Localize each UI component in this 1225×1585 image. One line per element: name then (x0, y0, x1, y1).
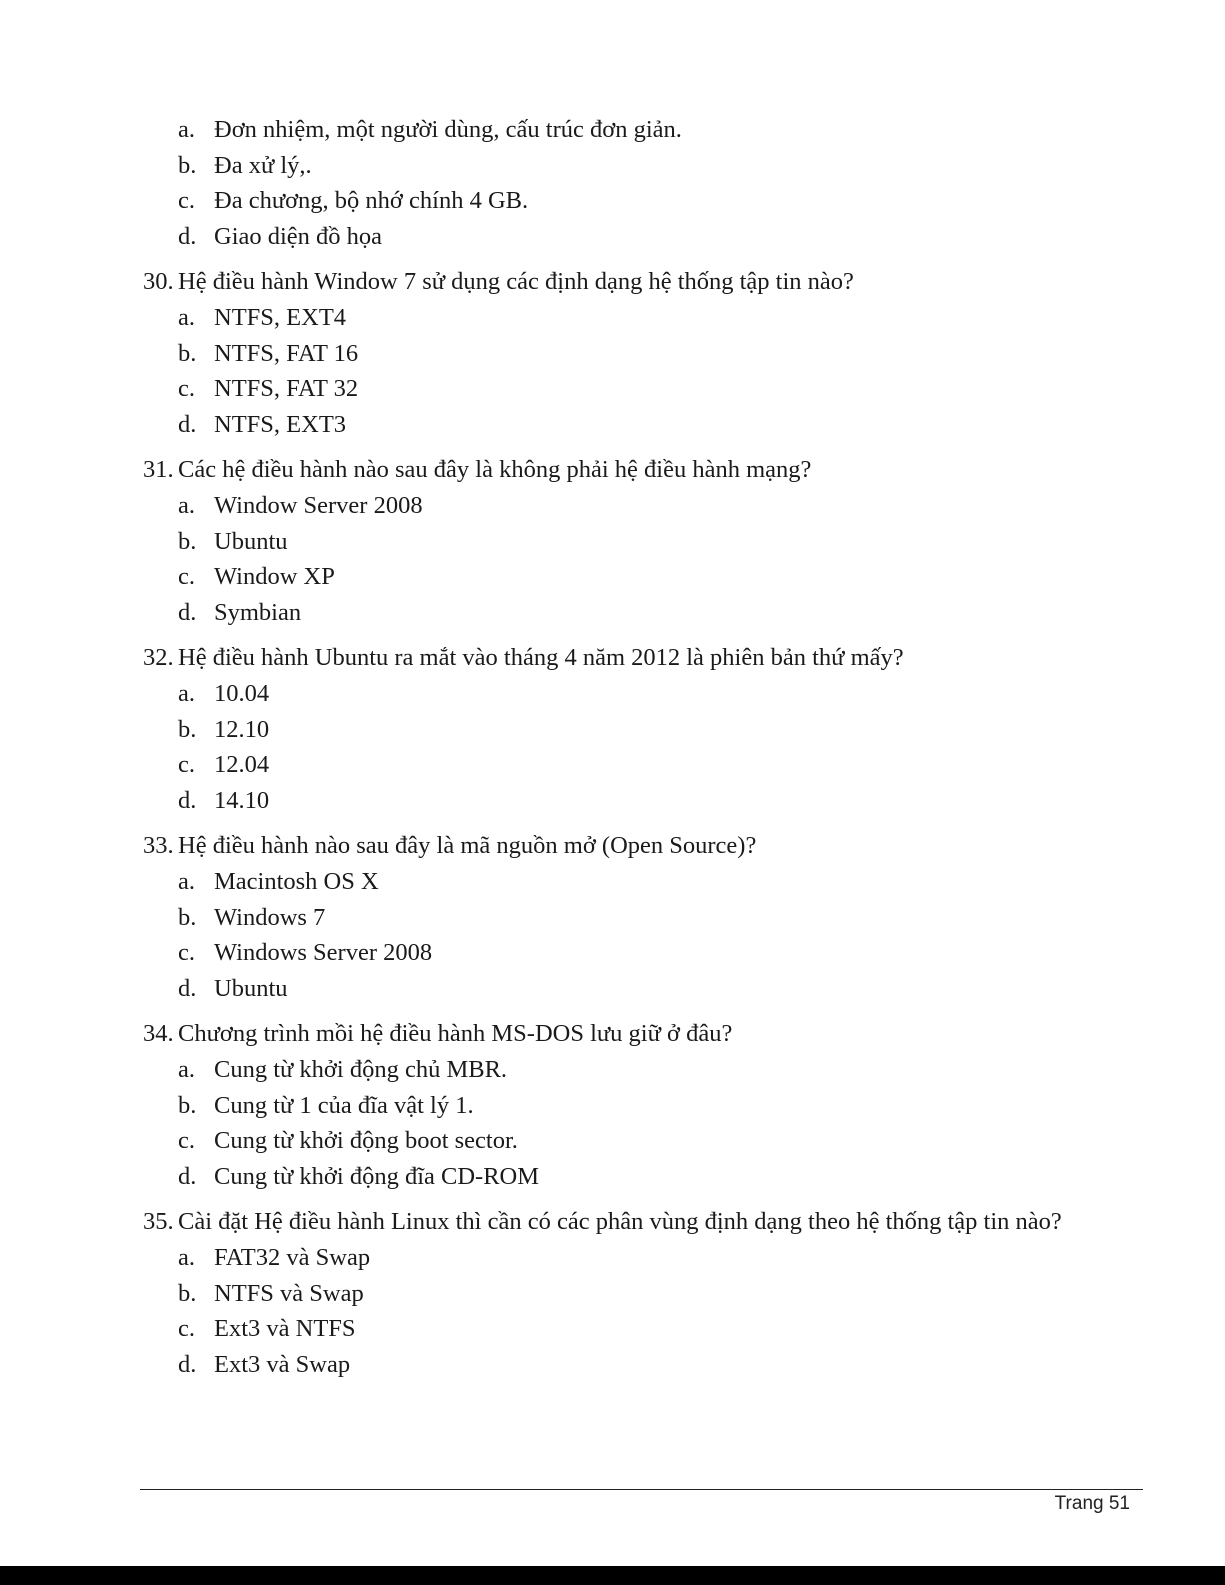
option-text: Đa chương, bộ nhớ chính 4 GB. (214, 187, 529, 214)
option-letter: c. (178, 563, 195, 590)
option-row (0, 1311, 1225, 1347)
option-row (0, 595, 1225, 631)
option-row (0, 407, 1225, 443)
option-letter: a. (178, 680, 195, 707)
option-text: Đa xử lý,. (214, 151, 312, 179)
question-number: 31. (143, 456, 174, 483)
option-text: FAT32 và Swap (214, 1244, 371, 1271)
option-text: Cung từ khởi động boot sector. (214, 1127, 518, 1154)
question-text: Hệ điều hành Ubuntu ra mắt vào tháng 4 năm 2012 là phiên bản thứ mấy? (178, 644, 904, 671)
option-letter: d. (178, 974, 197, 1002)
option-letter: c. (178, 751, 195, 778)
option-letter: a. (178, 868, 195, 895)
question-block-31 (0, 452, 1225, 630)
option-letter: c. (178, 939, 195, 966)
option-row (0, 747, 1225, 783)
option-text: Ext3 và NTFS (214, 1315, 356, 1342)
option-text: Cung từ khởi động chủ MBR. (214, 1056, 508, 1083)
option-row (0, 935, 1225, 971)
option-text: Macintosh OS X (214, 868, 379, 895)
option-text: 12.04 (214, 751, 270, 778)
option-letter: c. (178, 187, 195, 214)
option-text: Windows 7 (214, 903, 326, 931)
option-text: Windows Server 2008 (214, 939, 433, 966)
option-text: Window Server 2008 (214, 492, 423, 519)
question-row (0, 640, 1225, 676)
option-letter: a. (178, 304, 195, 331)
option-text: 12.10 (214, 715, 270, 743)
question-row (0, 452, 1225, 488)
option-row (0, 183, 1225, 219)
option-row (0, 783, 1225, 819)
option-text: Symbian (214, 598, 302, 626)
option-row (0, 971, 1225, 1007)
option-row (0, 1276, 1225, 1312)
option-letter: d. (178, 222, 197, 250)
option-text: Ext3 và Swap (214, 1350, 351, 1378)
option-row (0, 488, 1225, 524)
question-text: Hệ điều hành nào sau đây là mã nguồn mở (Open Source)? (178, 832, 757, 859)
footer-divider (140, 1489, 1143, 1490)
option-text: NTFS, FAT 32 (214, 375, 359, 402)
option-letter: a. (178, 116, 195, 143)
option-row (0, 524, 1225, 560)
option-text: 10.04 (214, 680, 270, 707)
option-row (0, 1159, 1225, 1195)
option-letter: c. (178, 1315, 195, 1342)
option-letter: b. (178, 1091, 197, 1119)
option-text: Ubuntu (214, 974, 288, 1002)
option-letter: a. (178, 492, 195, 519)
option-row (0, 676, 1225, 712)
question-text: Cài đặt Hệ điều hành Linux thì cần có các phân vùng định dạng theo hệ thống tập tin nào? (178, 1208, 1062, 1235)
option-row (0, 300, 1225, 336)
option-letter: d. (178, 598, 197, 626)
option-text: NTFS, FAT 16 (214, 339, 359, 367)
question-number: 30. (143, 268, 174, 295)
question-block-30 (0, 264, 1225, 442)
carryover-options (0, 112, 1225, 254)
question-number: 33. (143, 832, 174, 859)
option-row (0, 864, 1225, 900)
question-text: Các hệ điều hành nào sau đây là không phải hệ điều hành mạng? (178, 456, 812, 483)
option-text: NTFS, EXT3 (214, 410, 347, 438)
option-text: Cung từ khởi động đĩa CD-ROM (214, 1162, 540, 1190)
bottom-edge-bar (0, 1566, 1225, 1585)
option-text: Window XP (214, 563, 335, 590)
question-number: 35. (143, 1208, 174, 1235)
question-list (0, 112, 1225, 1382)
question-row (0, 1204, 1225, 1240)
option-row (0, 1347, 1225, 1383)
option-letter: a. (178, 1056, 195, 1083)
question-number: 34. (143, 1020, 174, 1047)
option-letter: a. (178, 1244, 195, 1271)
option-row (0, 1123, 1225, 1159)
option-text: 14.10 (214, 786, 270, 814)
question-block-32 (0, 640, 1225, 818)
option-row (0, 1052, 1225, 1088)
option-text: Giao diện đồ họa (214, 222, 383, 250)
option-text: NTFS và Swap (214, 1279, 364, 1307)
option-text: Đơn nhiệm, một người dùng, cấu trúc đơn giản. (214, 116, 682, 143)
option-letter: b. (178, 339, 197, 367)
option-letter: c. (178, 375, 195, 402)
option-letter: c. (178, 1127, 195, 1154)
question-number: 32. (143, 644, 174, 671)
question-row (0, 828, 1225, 864)
option-letter: b. (178, 151, 197, 179)
option-row (0, 219, 1225, 255)
option-letter: d. (178, 410, 197, 438)
option-letter: b. (178, 527, 197, 555)
question-text: Chương trình mồi hệ điều hành MS-DOS lưu giữ ở đâu? (178, 1020, 733, 1047)
option-row (0, 112, 1225, 148)
question-block-35 (0, 1204, 1225, 1382)
option-row (0, 900, 1225, 936)
option-row (0, 1088, 1225, 1124)
option-row (0, 712, 1225, 748)
question-text: Hệ điều hành Window 7 sử dụng các định dạng hệ thống tập tin nào? (178, 268, 854, 295)
option-text: NTFS, EXT4 (214, 304, 347, 331)
option-letter: b. (178, 903, 197, 931)
question-block-34 (0, 1016, 1225, 1194)
option-row (0, 559, 1225, 595)
option-letter: b. (178, 715, 197, 743)
option-letter: d. (178, 1162, 197, 1190)
option-row (0, 371, 1225, 407)
option-letter: d. (178, 786, 197, 814)
question-row (0, 1016, 1225, 1052)
option-text: Cung từ 1 của đĩa vật lý 1. (214, 1091, 474, 1119)
option-row (0, 336, 1225, 372)
question-row (0, 264, 1225, 300)
option-text: Ubuntu (214, 527, 288, 555)
option-letter: b. (178, 1279, 197, 1307)
option-row (0, 148, 1225, 184)
option-letter: d. (178, 1350, 197, 1378)
page-number: Trang 51 (1054, 1493, 1130, 1514)
option-row (0, 1240, 1225, 1276)
question-block-33 (0, 828, 1225, 1006)
